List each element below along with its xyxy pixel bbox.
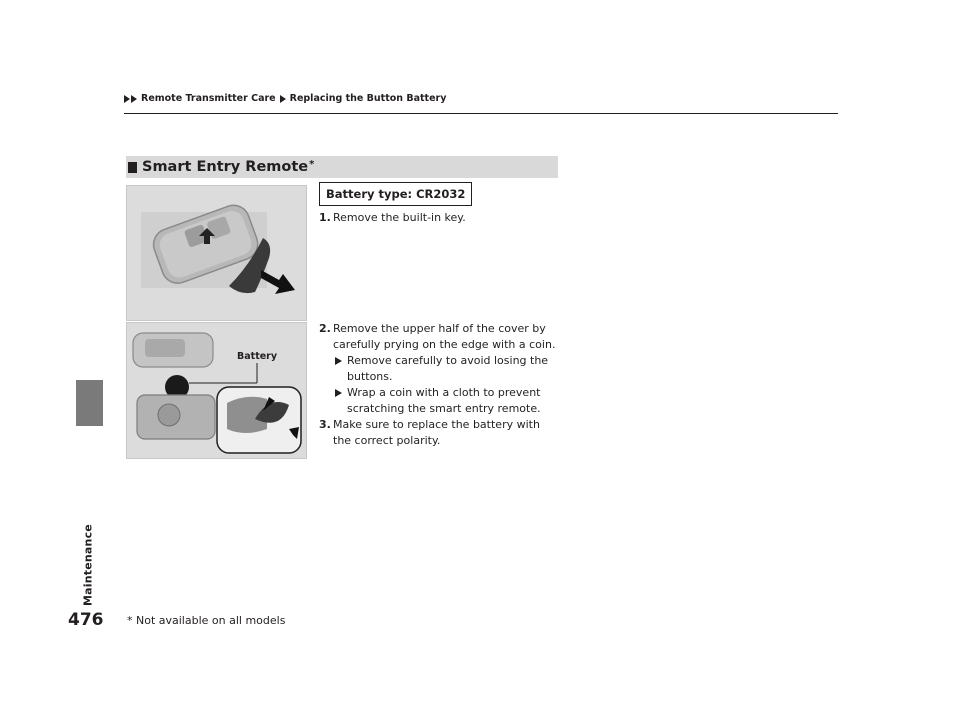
double-arrow-icon bbox=[124, 95, 137, 103]
step-2-note-2 bbox=[319, 385, 559, 417]
remote-key-removal-graphic bbox=[127, 186, 306, 320]
illustration-remove-key bbox=[126, 185, 307, 321]
illustration-open-cover bbox=[126, 322, 307, 459]
arrow-right-icon bbox=[280, 95, 286, 103]
step-3 bbox=[319, 417, 559, 449]
breadcrumb bbox=[124, 93, 446, 104]
step-2 bbox=[319, 321, 559, 353]
arrow-right-icon bbox=[333, 385, 347, 417]
breadcrumb-current[interactable]: Replacing the Button Battery bbox=[289, 93, 447, 104]
page-number: 476 bbox=[68, 610, 104, 630]
section-title: Smart Entry Remote bbox=[142, 159, 309, 175]
step-number: 1. bbox=[319, 211, 331, 224]
note-text: Remove carefully to avoid losing the buttons. bbox=[347, 354, 549, 383]
step-1 bbox=[319, 210, 559, 226]
step-text: Remove the upper half of the cover by carefully prying on the edge with a coin. bbox=[333, 322, 556, 351]
battery-callout-label: Battery bbox=[237, 351, 278, 362]
remote-open-cover-graphic bbox=[127, 323, 306, 458]
step-text: Make sure to replace the battery with the correct polarity. bbox=[333, 418, 540, 447]
step-number: 2. bbox=[319, 322, 331, 335]
chapter-tab bbox=[76, 380, 103, 426]
header-rule bbox=[124, 113, 838, 114]
step-number: 3. bbox=[319, 418, 331, 431]
arrow-right-icon bbox=[333, 353, 347, 385]
breadcrumb-parent[interactable]: Remote Transmitter Care bbox=[141, 93, 276, 104]
note-text: Wrap a coin with a cloth to prevent scratching the smart entry remote. bbox=[347, 386, 541, 415]
chapter-label-text: Maintenance bbox=[81, 524, 95, 606]
chapter-label bbox=[80, 520, 96, 610]
square-bullet-icon bbox=[128, 162, 137, 173]
asterisk-footnote-marker: * bbox=[309, 158, 315, 170]
step-list-1 bbox=[319, 210, 559, 226]
step-text: Remove the built-in key. bbox=[333, 211, 466, 224]
step-list-2 bbox=[319, 321, 559, 449]
step-2-note-1 bbox=[319, 353, 559, 385]
footnote: * Not available on all models bbox=[127, 614, 286, 627]
battery-type-box: Battery type: CR2032 bbox=[319, 182, 472, 206]
section-heading bbox=[126, 156, 558, 178]
